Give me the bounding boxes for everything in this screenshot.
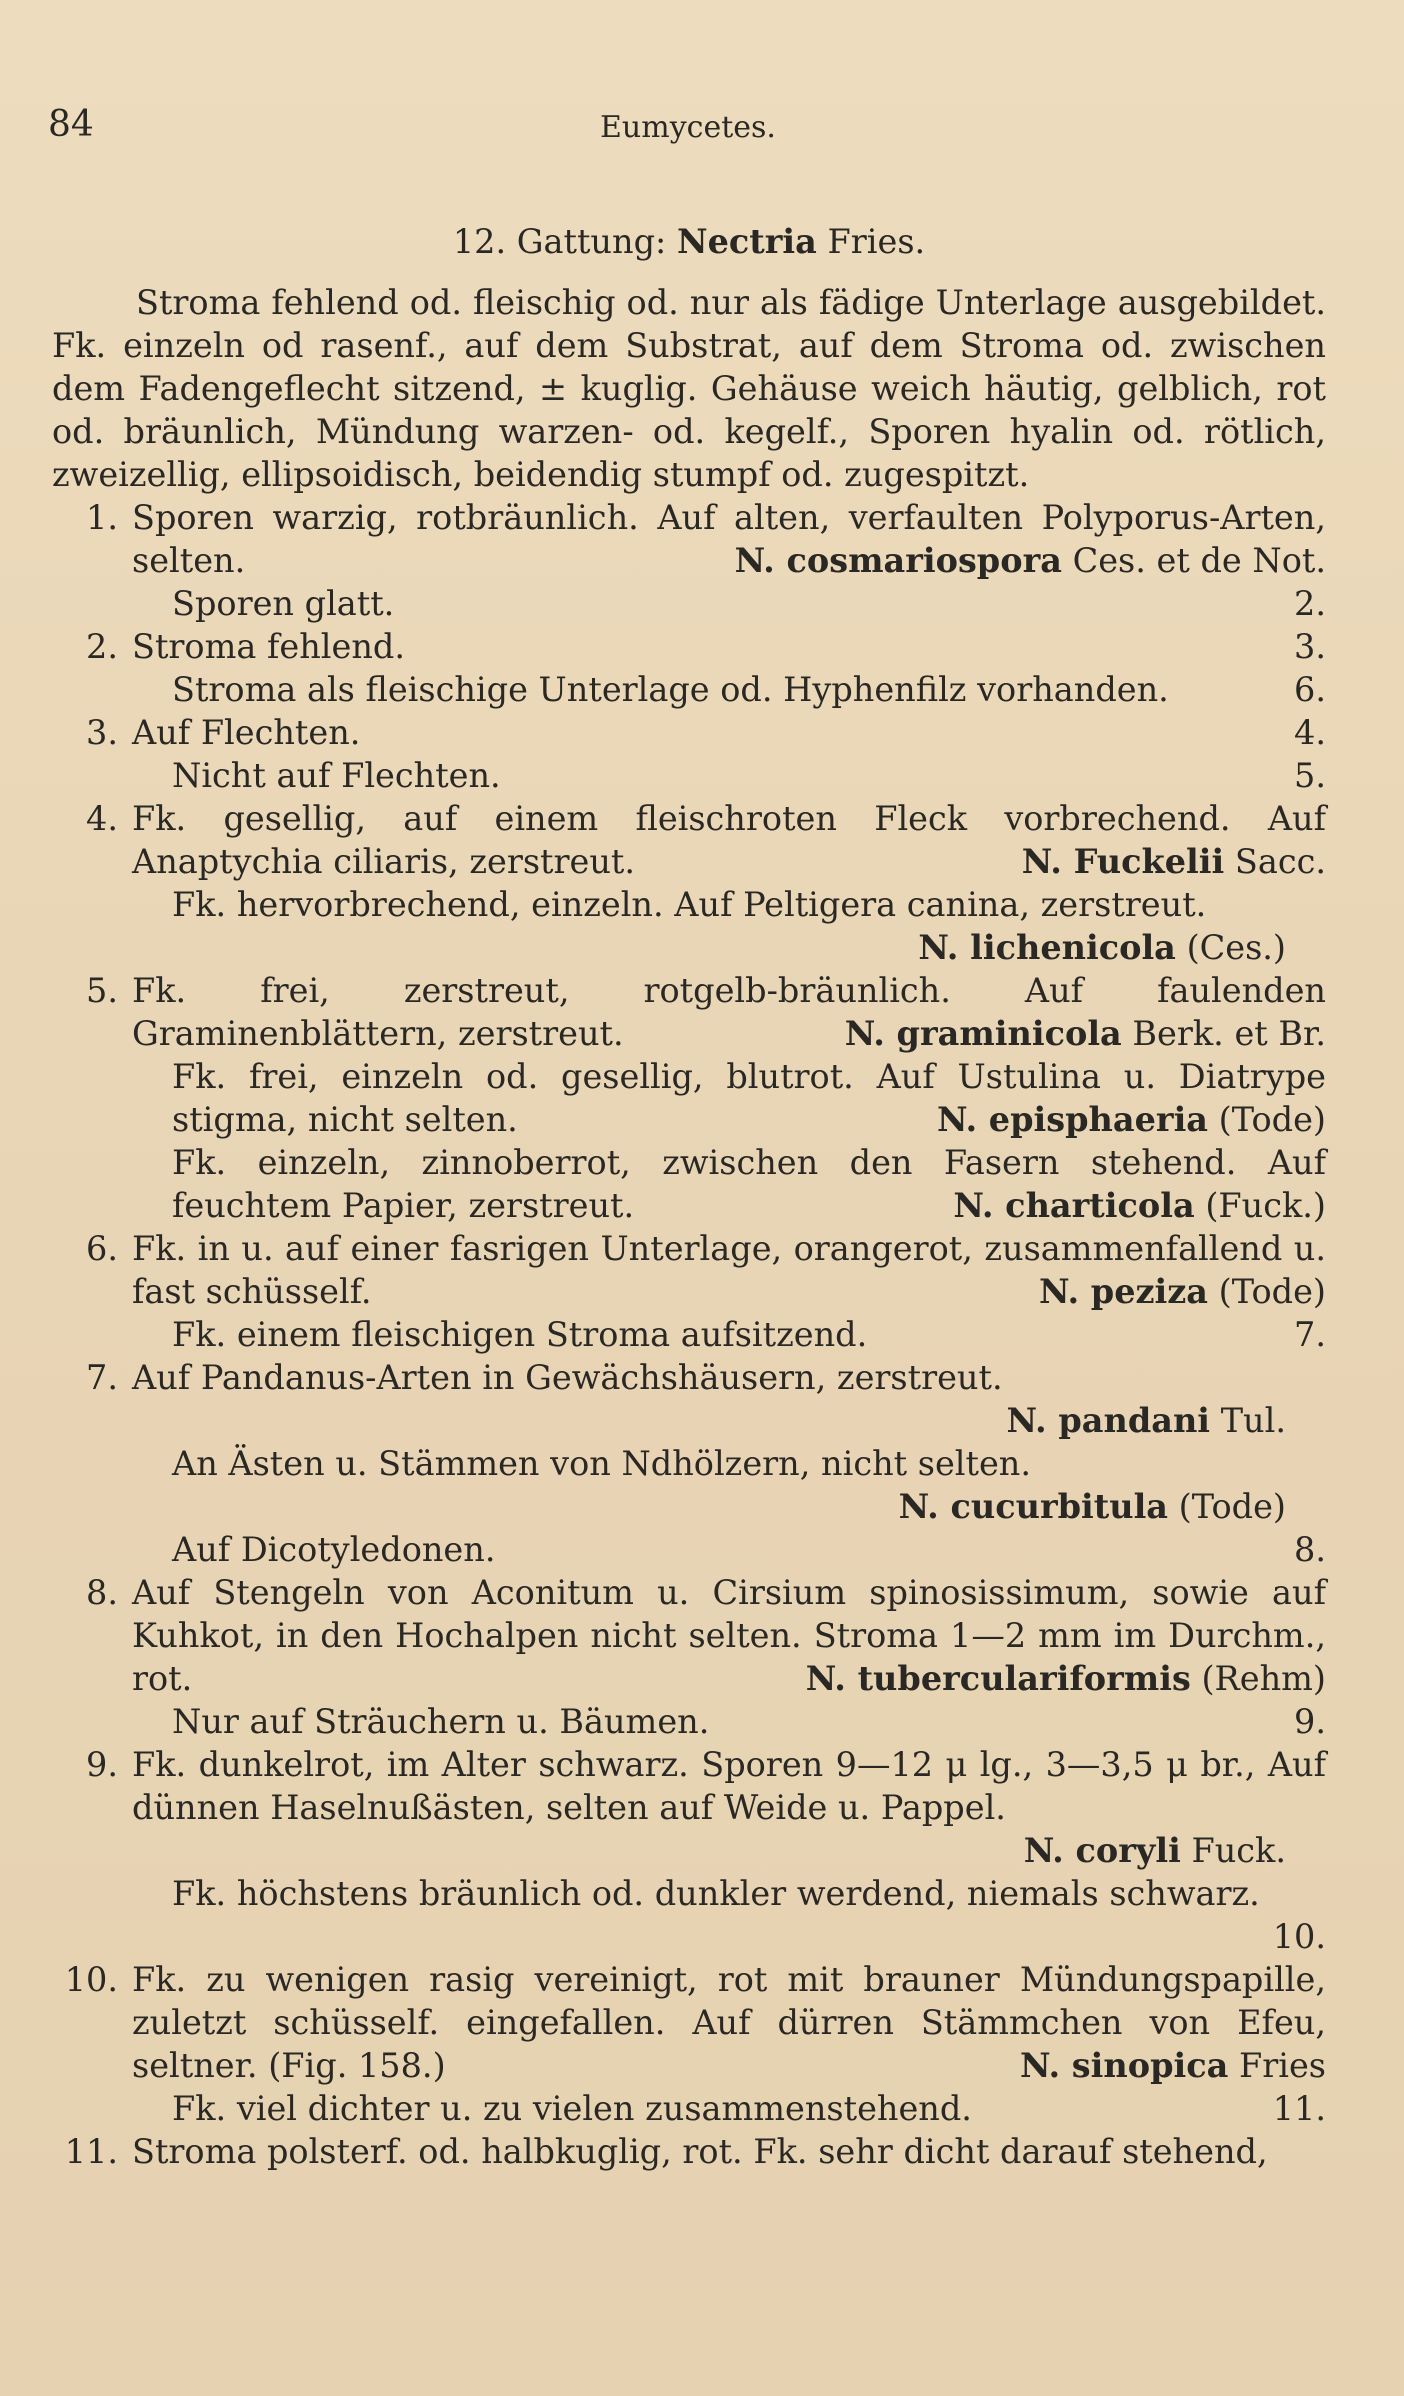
key-entry	[52, 797, 1326, 883]
identification-key	[52, 496, 1326, 2173]
key-entry	[52, 1528, 1326, 1571]
genus-description: Stroma fehlend od. fleischig od. nur als fädige Unterlage ausgebildet. Fk. einzeln od rasenf., auf dem Substrat, auf dem Stroma od. zwischen dem Fadengeflecht sitzend, ± kuglig. Gehäuse weich häutig, gelblich, rot od. bräunlich, Mündung warzen- od. kegelf., Sporen hyalin od. rötlich, zweizellig, ellipsoidisch, beidendig stumpf od. zugespitzt.	[52, 283, 1326, 494]
species-name	[992, 840, 1326, 883]
key-lead-number: 11.	[1272, 2089, 1326, 2128]
key-lead-number: 5.	[1294, 756, 1326, 795]
species-binomial: N. charticola	[953, 1186, 1195, 1225]
key-entry	[52, 1356, 1326, 1442]
key-entry	[52, 582, 1326, 625]
key-entry-text	[132, 1227, 1326, 1313]
key-lead-number: 9.	[1294, 1702, 1326, 1741]
key-entry-text	[132, 2130, 1326, 2173]
key-entry	[52, 1872, 1326, 1958]
species-author: (Tode)	[1218, 1272, 1326, 1311]
key-entry-description: Auf Flechten.	[132, 713, 361, 752]
species-name	[1009, 1270, 1326, 1313]
key-entry-text	[132, 969, 1326, 1055]
key-entry-description: An Ästen u. Stämmen von Ndhölzern, nicht selten.	[172, 1444, 1032, 1483]
species-name	[705, 539, 1326, 582]
species-binomial: N. episphaeria	[937, 1100, 1209, 1139]
key-entry-description: Stroma fehlend.	[132, 627, 405, 666]
species-name	[990, 2044, 1326, 2087]
key-entry-description: Fk. hervorbrechend, einzeln. Auf Peltigera canina, zerstreut.	[172, 885, 1207, 924]
species-author: (Fuck.)	[1205, 1186, 1326, 1225]
key-entry-description: Auf Pandanus-Arten in Gewächshäusern, zerstreut.	[132, 1358, 1003, 1397]
species-author: (Rehm)	[1201, 1659, 1326, 1698]
key-entry-number: 5.	[86, 971, 118, 1010]
key-entry-number: 2.	[86, 627, 118, 666]
species-author: Sacc.	[1234, 842, 1326, 881]
key-entry	[52, 969, 1326, 1055]
key-entry	[52, 711, 1326, 754]
key-entry-description: Stroma als fleischige Unterlage od. Hyphenfilz vorhanden.	[172, 670, 1169, 709]
key-entry-text	[172, 1313, 1326, 1356]
key-entry-description: Fk. frei, einzeln od. gesellig, blutrot. Auf Ustulina u. Diatrype stigma, nicht selten.	[172, 1057, 1326, 1139]
key-entry-description: Fk. dunkelrot, im Alter schwarz. Sporen 9—12 μ lg., 3—3,5 μ br., Auf dünnen Haselnußästen, selten auf Weide u. Pappel.	[132, 1745, 1326, 1827]
key-entry-number: 3.	[86, 713, 118, 752]
species-name	[776, 1657, 1326, 1700]
running-header	[48, 104, 1328, 154]
species-name	[132, 1399, 1326, 1442]
key-entry-text	[132, 1356, 1326, 1442]
key-lead-number: 10.	[1272, 1917, 1326, 1956]
key-entry-description: Sporen warzig, rotbräunlich. Auf alten, verfaulten Polyporus-Arten, selten.	[132, 498, 1326, 580]
key-entry-text	[172, 883, 1326, 969]
key-entry	[52, 1442, 1326, 1528]
species-name	[172, 926, 1326, 969]
key-entry	[52, 1958, 1326, 2087]
species-binomial: N. graminicola	[844, 1014, 1122, 1053]
heading-prefix: 12. Gattung:	[452, 222, 667, 261]
key-entry	[52, 883, 1326, 969]
key-entry-description: Fk. gesellig, auf einem fleischroten Fleck vorbrechend. Auf Anaptychia ciliaris, zerstreut.	[132, 799, 1326, 881]
species-author: Tul.	[1220, 1401, 1286, 1440]
key-entry-description: Nicht auf Flechten.	[172, 756, 501, 795]
key-entry-number: 1.	[86, 498, 118, 537]
key-lead-number: 6.	[1294, 670, 1326, 709]
key-lead-number: 8.	[1294, 1530, 1326, 1569]
genus-author: Fries.	[827, 222, 926, 261]
key-entry	[52, 1227, 1326, 1313]
key-entry	[52, 1743, 1326, 1872]
key-entry	[52, 1313, 1326, 1356]
key-entry-number: 11.	[64, 2132, 118, 2171]
species-binomial: N. coryli	[1023, 1831, 1181, 1870]
key-entry	[52, 496, 1326, 582]
key-entry	[52, 625, 1326, 668]
key-entry-text	[132, 1571, 1326, 1700]
key-entry-text	[172, 668, 1326, 711]
key-entry-text	[132, 496, 1326, 582]
key-lead-number: 7.	[1294, 1315, 1326, 1354]
species-author: Fuck.	[1191, 1831, 1286, 1870]
key-entry	[52, 754, 1326, 797]
key-entry-number: 7.	[86, 1358, 118, 1397]
running-title: Eumycetes.	[600, 110, 776, 145]
key-entry-text	[132, 797, 1326, 883]
key-entry-description: Fk. viel dichter u. zu vielen zusammenstehend.	[172, 2089, 972, 2128]
key-entry	[52, 2087, 1326, 2130]
key-entry-number: 4.	[86, 799, 118, 838]
species-binomial: N. tuberculariformis	[805, 1659, 1191, 1698]
key-entry-text	[132, 625, 1326, 668]
key-entry-text	[172, 1528, 1326, 1571]
section-heading	[52, 220, 1326, 263]
key-entry-number: 8.	[86, 1573, 118, 1612]
species-binomial: N. Fuckelii	[1021, 842, 1225, 881]
species-author: Fries	[1239, 2046, 1326, 2085]
species-author: Berk. et Br.	[1132, 1014, 1326, 1053]
key-entry-description: Fk. zu wenigen rasig vereinigt, rot mit brauner Mündungspapille, zuletzt schüsself. eingefallen. Auf dürren Stämmchen von Efeu, seltner. (Fig. 158.)	[132, 1960, 1326, 2085]
key-entry	[52, 1141, 1326, 1227]
key-entry	[52, 1571, 1326, 1700]
key-lead-number: 3.	[1294, 627, 1326, 666]
key-entry-text	[172, 2087, 1326, 2130]
key-entry-text	[172, 1055, 1326, 1141]
key-entry-description: Fk. einem fleischigen Stroma aufsitzend.	[172, 1315, 868, 1354]
key-entry-description: Nur auf Sträuchern u. Bäumen.	[172, 1702, 710, 1741]
species-binomial: N. cosmariospora	[734, 541, 1062, 580]
key-entry-description: Auf Dicotyledonen.	[172, 1530, 496, 1569]
key-entry	[52, 1055, 1326, 1141]
page-number: 84	[48, 104, 94, 145]
species-binomial: N. peziza	[1038, 1272, 1209, 1311]
key-entry-text	[132, 711, 1326, 754]
species-name	[132, 1829, 1326, 1872]
species-binomial: N. lichenicola	[918, 928, 1176, 967]
species-binomial: N. cucurbitula	[898, 1487, 1169, 1526]
key-entry	[52, 2130, 1326, 2173]
species-binomial: N. pandani	[1006, 1401, 1211, 1440]
species-author: (Tode)	[1218, 1100, 1326, 1139]
genus-name: Nectria	[676, 222, 817, 261]
key-entry-description: Sporen glatt.	[172, 584, 395, 623]
key-entry-number: 10.	[64, 1960, 118, 1999]
key-entry-description: Fk. höchstens bräunlich od. dunkler werdend, niemals schwarz.	[172, 1874, 1260, 1913]
key-entry-text	[172, 582, 1326, 625]
species-name	[815, 1012, 1326, 1055]
key-entry-description: Fk. einzeln, zinnoberrot, zwischen den Fasern stehend. Auf feuchtem Papier, zerstreut.	[172, 1143, 1326, 1225]
key-lead-number: 4.	[1294, 713, 1326, 752]
key-entry-text	[132, 1958, 1326, 2087]
species-author: (Tode)	[1178, 1487, 1286, 1526]
content	[52, 220, 1326, 2173]
key-entry-description: Stroma polsterf. od. halbkuglig, rot. Fk. sehr dicht darauf stehend,	[132, 2132, 1268, 2171]
species-name	[923, 1184, 1326, 1227]
key-entry	[52, 1700, 1326, 1743]
species-author: Ces. et de Not.	[1072, 541, 1326, 580]
key-entry-text	[172, 1442, 1326, 1528]
key-entry-text	[172, 1141, 1326, 1227]
key-entry-text	[172, 1700, 1326, 1743]
key-entry-text	[172, 754, 1326, 797]
species-name	[172, 1485, 1326, 1528]
key-entry	[52, 668, 1326, 711]
key-lead-number: 2.	[1294, 584, 1326, 623]
species-author: (Ces.)	[1186, 928, 1286, 967]
key-entry-number: 9.	[86, 1745, 118, 1784]
key-entry-description: Auf Stengeln von Aconitum u. Cirsium spinosissimum, sowie auf Kuhkot, in den Hochalpen nicht selten. Stroma 1—2 mm im Durchm., rot.	[132, 1573, 1326, 1698]
key-entry-text	[172, 1872, 1326, 1956]
key-entry-text	[132, 1743, 1326, 1872]
species-name	[907, 1098, 1326, 1141]
key-entry-description: Fk. in u. auf einer fasrigen Unterlage, orangerot, zusammenfallend u. fast schüsself.	[132, 1229, 1326, 1311]
species-binomial: N. sinopica	[1019, 2046, 1229, 2085]
key-entry-description: Fk. frei, zerstreut, rotgelb-bräunlich. Auf faulenden Graminenblättern, zerstreut.	[132, 971, 1326, 1053]
key-entry-number: 6.	[86, 1229, 118, 1268]
